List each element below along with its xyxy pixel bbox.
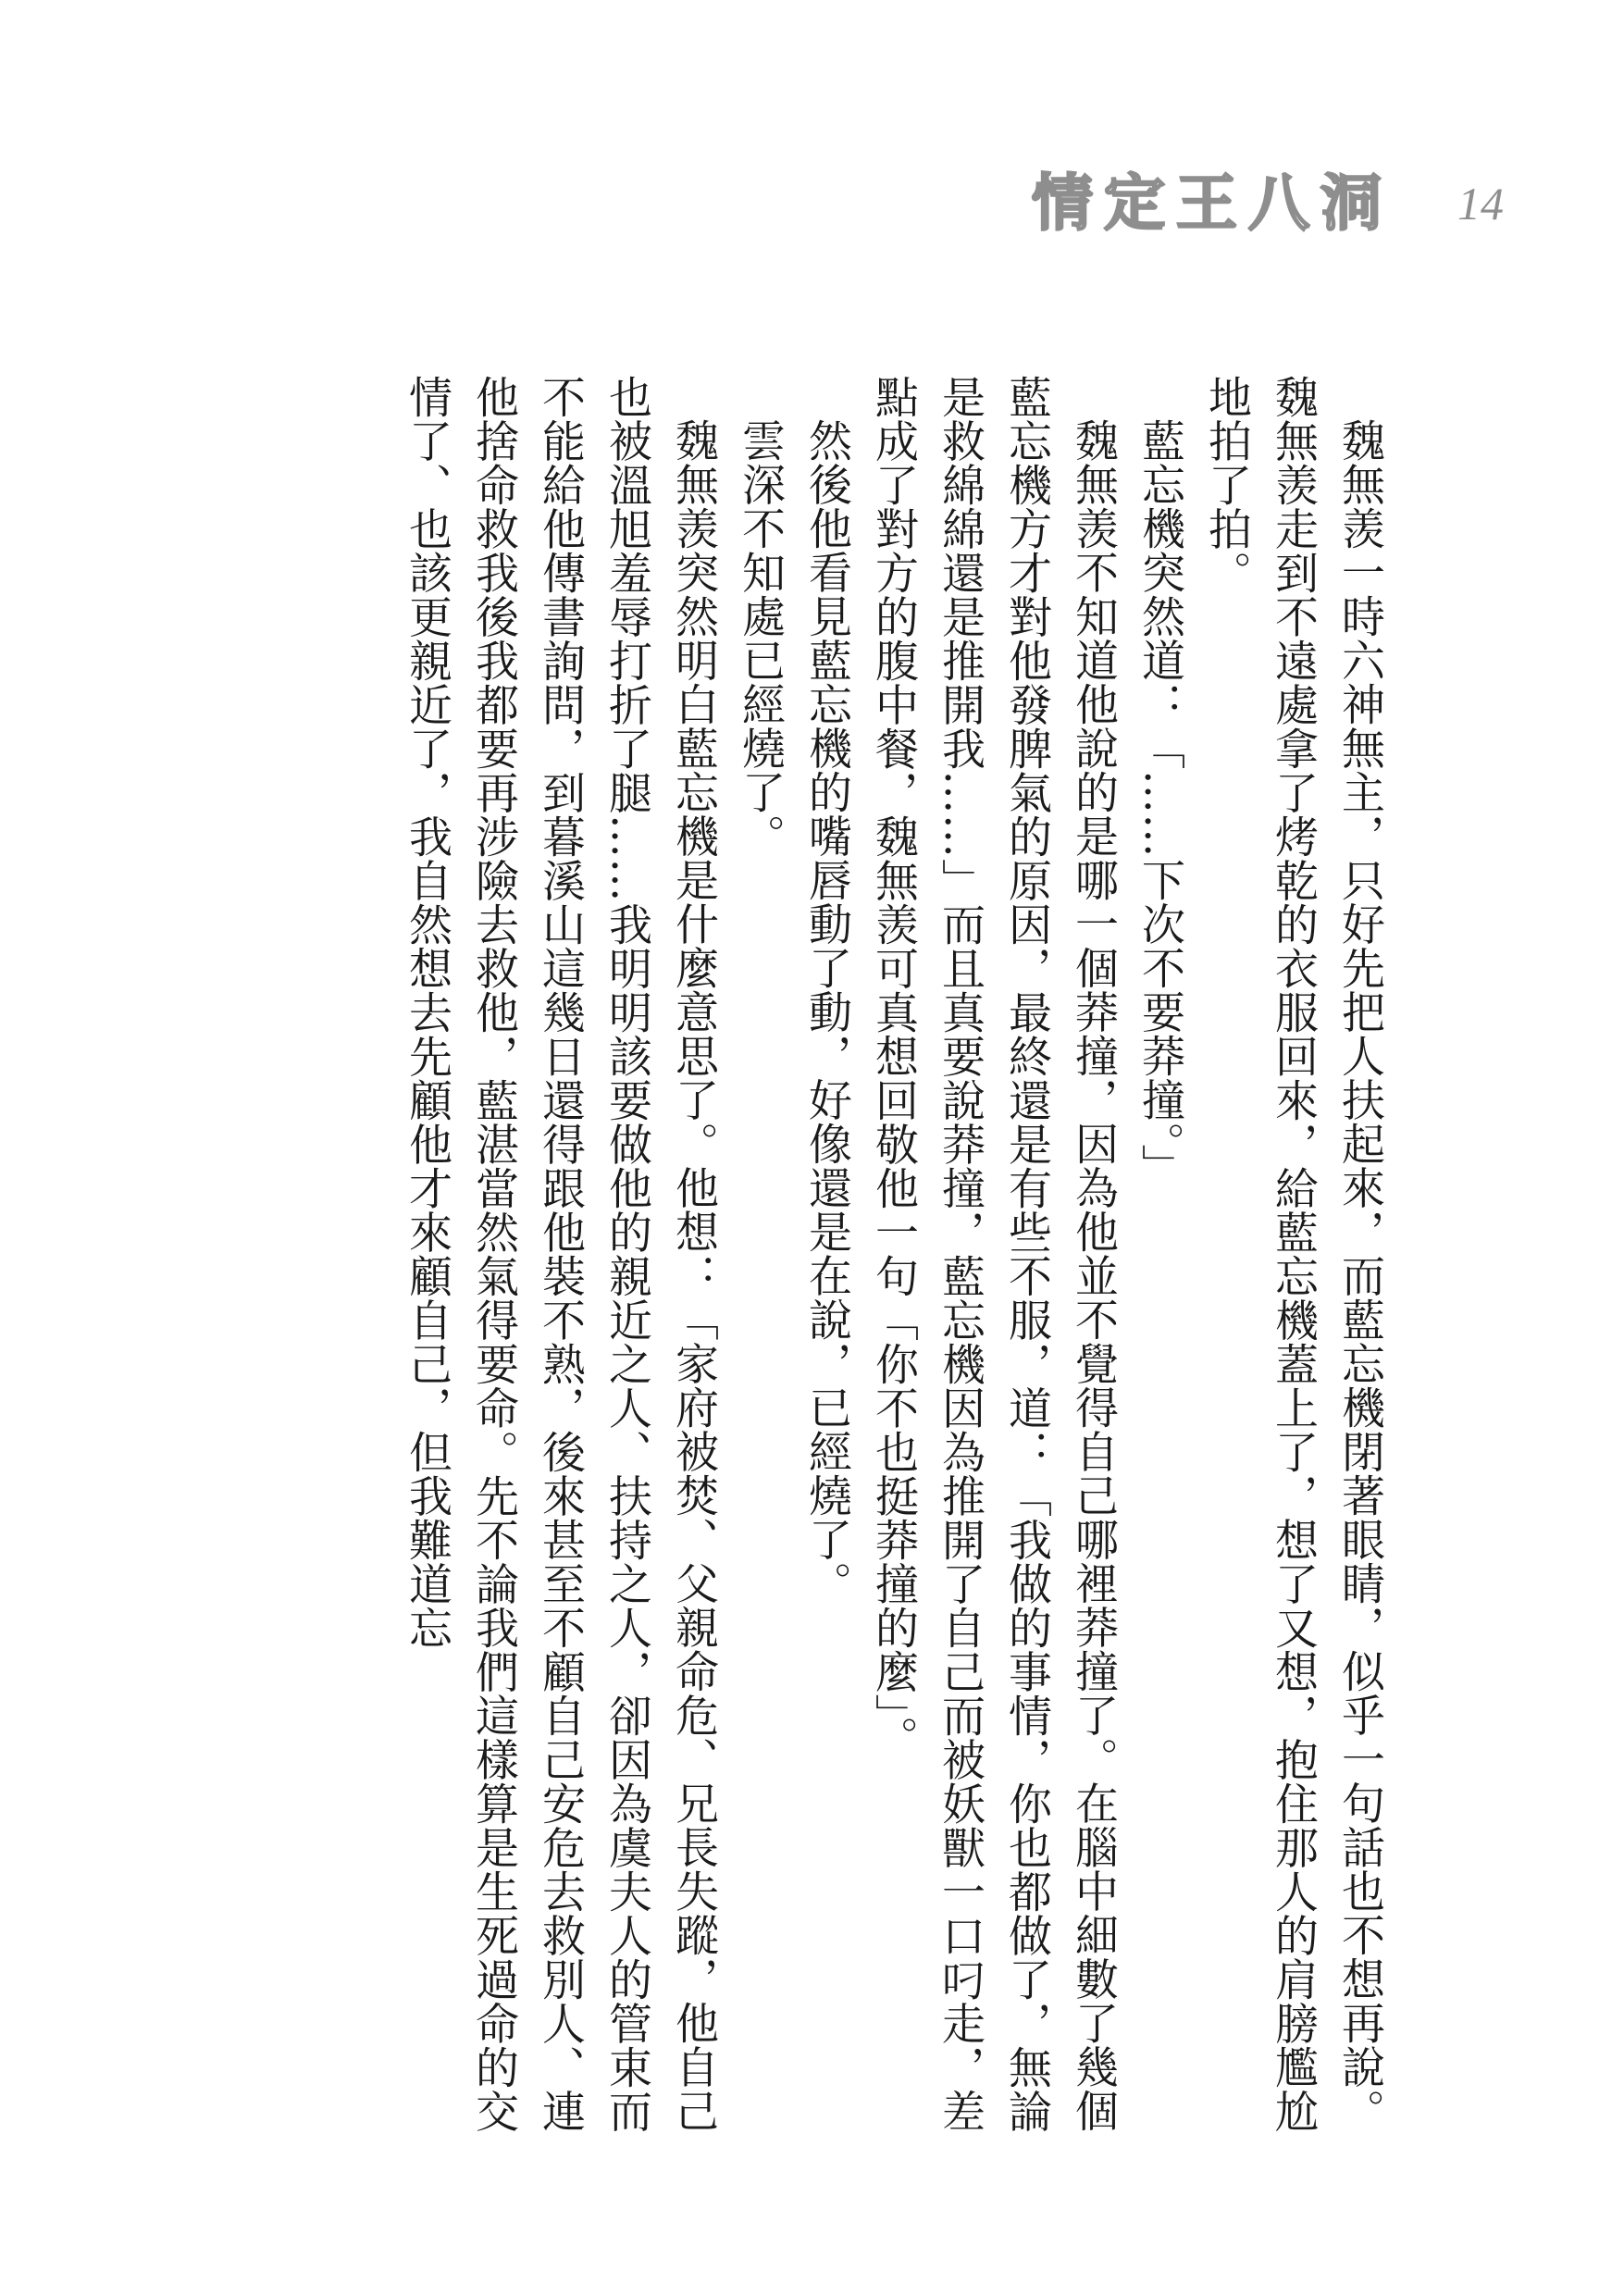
book-title: 情定王八洞 [1032,167,1393,239]
paragraph: 藍忘機突然道：「……下次不要莽撞。」 [1134,418,1185,1188]
paragraph: 雲深不知處已經燒了。 [735,418,786,858]
paragraph: 魏無羡一時六神無主，只好先把人扶起來，而藍忘機閉著眼睛，似乎一句話也不想再說。魏無羡走到不遠處拿了烤乾的衣服回來，給藍忘機蓋上了，想了又想，抱住那人的肩膀尷尬地拍了拍。 [1201,375,1385,2133]
page-header [1032,153,1531,254]
paragraph: 魏無羡不知道他說的是哪一個莽撞，因為他並不覺得自己哪裡莽撞了。在腦中細數了幾個藍忘機方才對他發脾氣的原因，最終還是有些不服，道：「我做的事情，你也都做了，無論是救綿綿還是推開我……」而且真要說莽撞，藍忘機因為推開了自己而被妖獸一口叼走，差點成了對方的腹中餐，魏無羡可真想回敬他一句「你不也挺莽撞的麼」。 [868,375,1119,2133]
page-number: 14 [1457,178,1504,230]
body-text [393,375,1393,2161]
paragraph: 然後他看見藍忘機的嘴唇動了動，好像還是在說，已經燒了。 [801,418,852,1606]
paragraph: 魏無羡突然明白藍忘機是什麼意思了。他想：「家府被焚、父親命危、兄長失蹤，他自己也被溫旭羞辱打折了腿……我明明該要做他的親近之人、扶持之人，卻因為虞夫人的管束而不能給他傳書詢問，到暮溪山這幾日還得跟他裝不熟，後來甚至不顧自己安危去救別人、連他捨命救我後我都要再涉險去救他，藍湛當然氣得要命。先不論我們這樣算是生死過命的交情了、也該更親近了，我自然想去先顧他才來顧自己，但我難道忘 [402,375,719,2133]
